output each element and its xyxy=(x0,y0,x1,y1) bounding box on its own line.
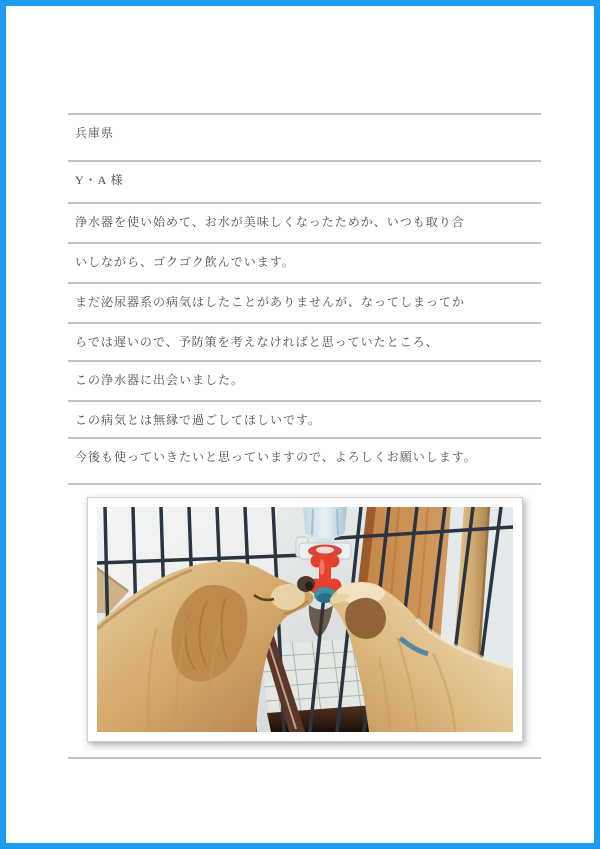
photo-row xyxy=(68,483,541,757)
testimonial-text: この病気とは無縁で過ごしてほしいです。 xyxy=(75,413,322,427)
customer-row xyxy=(68,160,541,202)
testimonial-text: まだ泌尿器系の病気はしたことがありませんが、なってしまってか xyxy=(75,295,466,309)
testimonial-line xyxy=(68,322,541,360)
testimonial-text: いしながら、ゴクゴク飲んでいます。 xyxy=(75,255,295,269)
dogs-drinking-photo xyxy=(97,507,513,732)
testimonial-line xyxy=(68,242,541,282)
testimonial-line xyxy=(68,202,541,242)
bottom-rule xyxy=(68,757,541,759)
prefecture-row xyxy=(68,113,541,160)
prefecture-text: 兵庫県 xyxy=(75,126,115,140)
testimonial-text: らでは遅いので、予防策を考えなければと思っていたところ、 xyxy=(75,335,439,349)
ruled-sheet xyxy=(68,113,541,759)
testimonial-text: 浄水器を使い始めて、お水が美味しくなったためか、いつも取り合 xyxy=(75,215,465,229)
testimonial-line xyxy=(68,400,541,437)
testimonial-text: この浄水器に出会いました。 xyxy=(75,373,245,387)
testimonial-line xyxy=(68,282,541,322)
testimonial-line xyxy=(68,437,541,483)
testimonial-text: 今後も使っていきたいと思っていますので、よろしくお願いします。 xyxy=(75,450,477,464)
photo-frame xyxy=(87,497,523,742)
testimonial-line xyxy=(68,360,541,400)
customer-name-text: Y・A 様 xyxy=(75,173,124,187)
